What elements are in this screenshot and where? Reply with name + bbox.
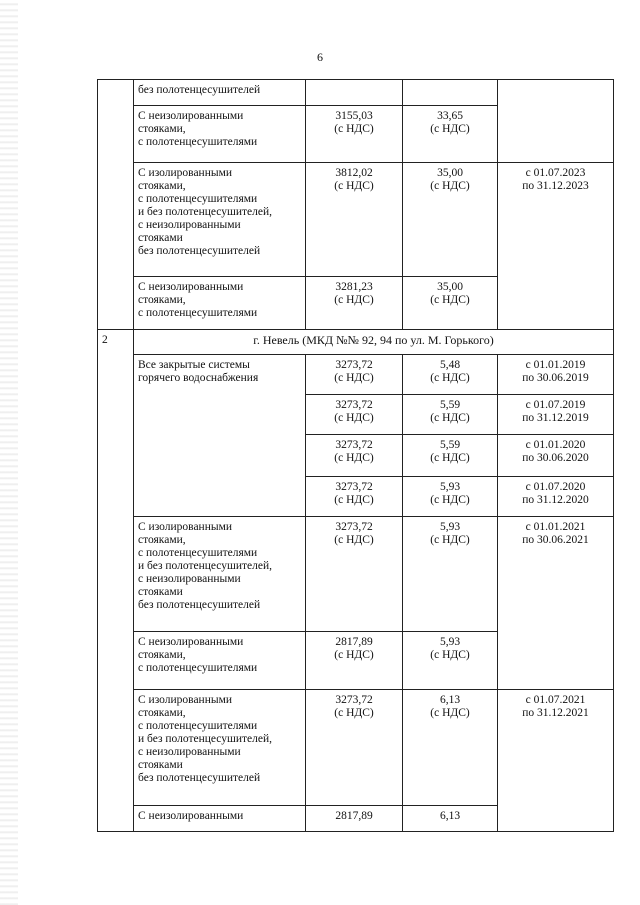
norm-cell: 5,93 (с НДС) <box>403 632 498 690</box>
system-cell: С изолированными стояками, с полотенцесушителями и без полотенцесушителей, с неизолированными стояками без полотенцесушителей <box>134 517 306 632</box>
tariff-cell: 3273,72 (с НДС) <box>306 355 403 395</box>
norm-cell: 5,48 (с НДС) <box>403 355 498 395</box>
scan-edge-artifact <box>0 0 18 905</box>
norm-cell <box>403 80 498 106</box>
norm-cell: 5,93 (с НДС) <box>403 517 498 632</box>
table-row <box>98 355 614 395</box>
period-cell: с 01.01.2019 по 30.06.2019 <box>498 355 614 395</box>
tariff-cell: 3281,23 (с НДС) <box>306 277 403 330</box>
period-cell: с 01.07.2020 по 31.12.2020 <box>498 477 614 517</box>
table-row <box>98 517 614 632</box>
tariff-cell: 3273,72 (с НДС) <box>306 690 403 806</box>
period-cell: с 01.01.2020 по 30.06.2020 <box>498 435 614 477</box>
norm-cell: 5,59 (с НДС) <box>403 435 498 477</box>
period-cell: с 01.01.2021 по 30.06.2021 <box>498 517 614 690</box>
tariff-cell: 2817,89 <box>306 806 403 832</box>
norm-cell: 33,65 (с НДС) <box>403 106 498 163</box>
period-cell: с 01.07.2023 по 31.12.2023 <box>498 163 614 330</box>
tariff-cell: 3273,72 (с НДС) <box>306 517 403 632</box>
row-number-cell: 2 <box>98 330 134 832</box>
system-cell: С неизолированными стояками, с полотенцесушителями <box>134 277 306 330</box>
table-row <box>98 80 614 106</box>
system-cell: С изолированными стояками, с полотенцесушителями и без полотенцесушителей, с неизолированными стояками без полотенцесушителей <box>134 163 306 277</box>
norm-cell: 6,13 (с НДС) <box>403 690 498 806</box>
system-cell: С неизолированными стояками, с полотенцесушителями <box>134 106 306 163</box>
city-heading: г. Невель (МКД №№ 92, 94 по ул. М. Горького) <box>134 330 614 355</box>
page-number: 6 <box>317 50 323 64</box>
tariff-cell: 3273,72 (с НДС) <box>306 435 403 477</box>
norm-cell: 5,59 (с НДС) <box>403 395 498 435</box>
norm-cell: 35,00 (с НДС) <box>403 277 498 330</box>
norm-cell: 5,93 (с НДС) <box>403 477 498 517</box>
period-cell: с 01.07.2019 по 31.12.2019 <box>498 395 614 435</box>
tariff-cell: 3155,03 (с НДС) <box>306 106 403 163</box>
norm-cell: 35,00 (с НДС) <box>403 163 498 277</box>
tariff-table <box>97 79 614 832</box>
system-cell: Все закрытые системы горячего водоснабжения <box>134 355 306 517</box>
tariff-cell: 3273,72 (с НДС) <box>306 395 403 435</box>
system-cell: С неизолированными <box>134 806 306 832</box>
table-row <box>98 690 614 806</box>
section-header-row <box>98 330 614 355</box>
tariff-cell: 2817,89 (с НДС) <box>306 632 403 690</box>
row-number-cell <box>98 80 134 330</box>
period-cell: с 01.07.2021 по 31.12.2021 <box>498 690 614 832</box>
tariff-cell: 3812,02 (с НДС) <box>306 163 403 277</box>
tariff-cell <box>306 80 403 106</box>
table-row <box>98 163 614 277</box>
system-cell: без полотенцесушителей <box>134 80 306 106</box>
norm-cell: 6,13 <box>403 806 498 832</box>
system-cell: С неизолированными стояками, с полотенцесушителями <box>134 632 306 690</box>
system-cell: С изолированными стояками, с полотенцесушителями и без полотенцесушителей, с неизолированными стояками без полотенцесушителей <box>134 690 306 806</box>
tariff-cell: 3273,72 (с НДС) <box>306 477 403 517</box>
period-cell <box>498 80 614 163</box>
